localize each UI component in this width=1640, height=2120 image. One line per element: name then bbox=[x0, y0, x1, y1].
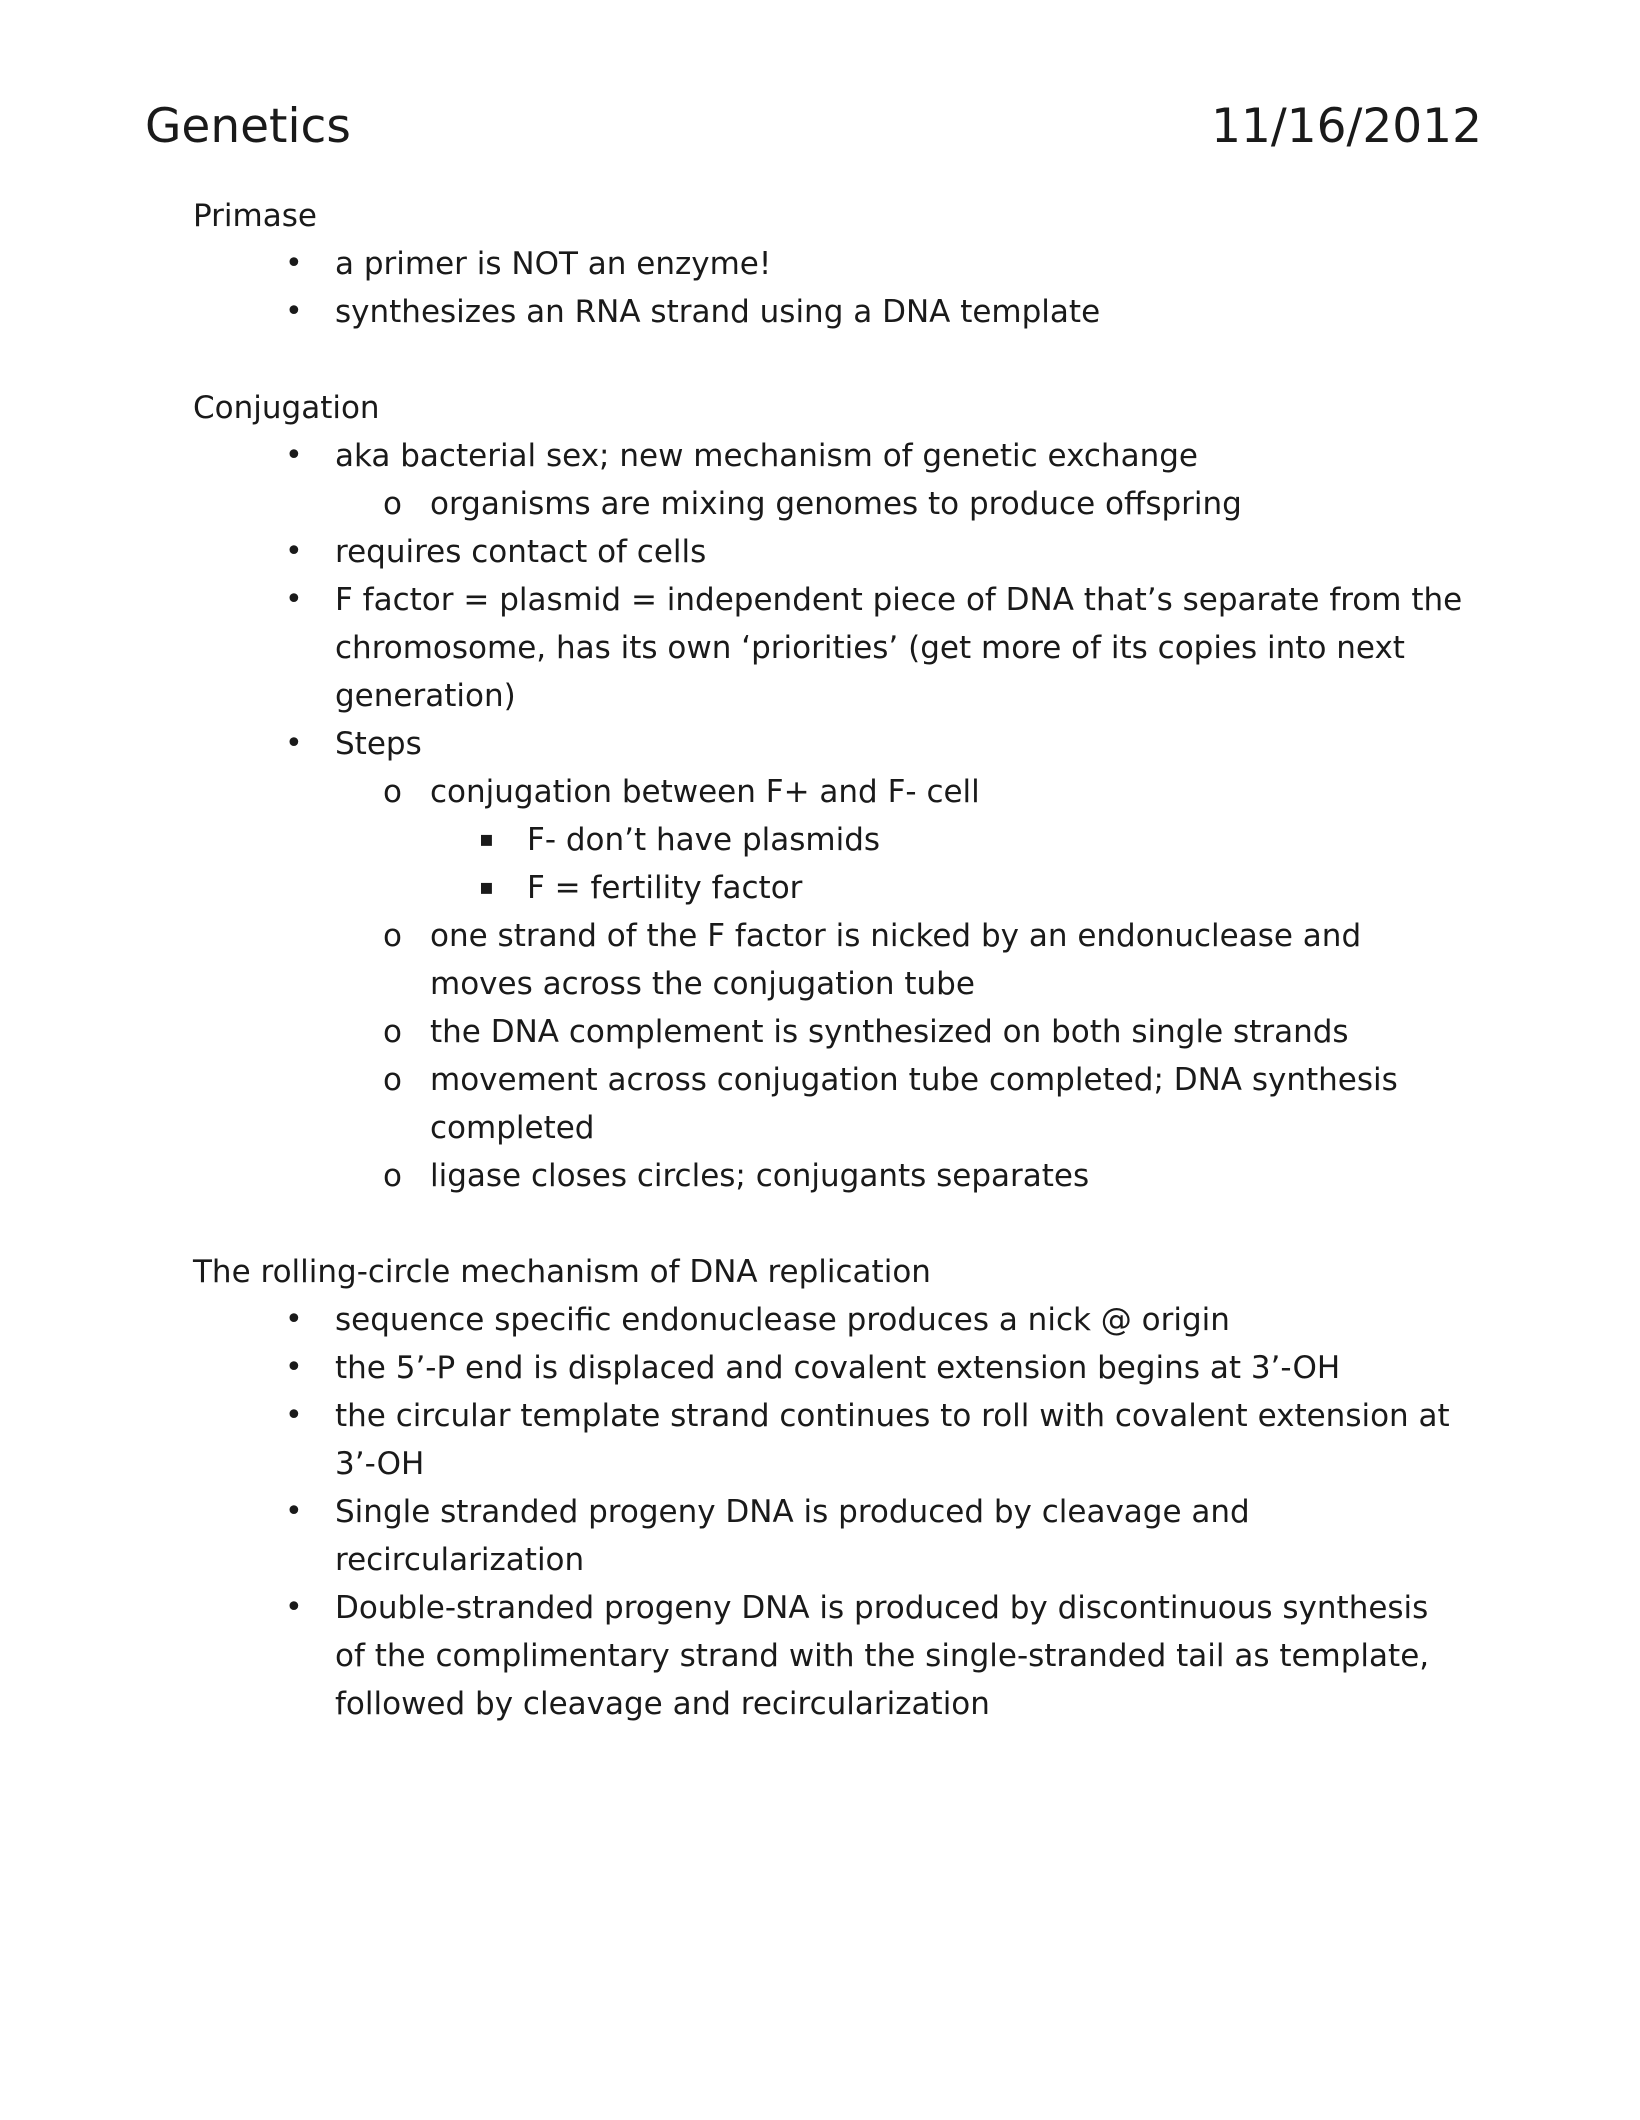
bullet-icon: • bbox=[285, 1398, 303, 1433]
bullet-icon: • bbox=[285, 246, 303, 281]
bullet-icon: • bbox=[285, 1494, 303, 1529]
bullet-icon: • bbox=[285, 294, 303, 329]
list-item bbox=[193, 480, 1493, 528]
list-item bbox=[193, 912, 1493, 1008]
document-header bbox=[145, 92, 1482, 162]
square-bullet-icon: ▪ bbox=[479, 827, 494, 852]
square-bullet-icon: ▪ bbox=[479, 875, 494, 900]
circle-bullet-icon: o bbox=[383, 1014, 402, 1050]
list-item bbox=[193, 1056, 1493, 1152]
list-item-text: sequence specific endonuclease produces a nick @ origin bbox=[335, 1302, 1230, 1338]
section-rolling-circle bbox=[193, 1248, 1493, 1728]
section-heading: Conjugation bbox=[193, 390, 380, 426]
list-item bbox=[193, 240, 1493, 288]
list-item-text: Steps bbox=[335, 726, 422, 762]
list-item bbox=[193, 288, 1493, 336]
document-date: 11/16/2012 bbox=[1211, 99, 1482, 154]
list-item bbox=[193, 1488, 1493, 1584]
list-item-text: aka bacterial sex; new mechanism of genetic exchange bbox=[335, 438, 1198, 474]
circle-bullet-icon: o bbox=[383, 1062, 402, 1098]
list-item bbox=[193, 432, 1493, 528]
list-item bbox=[193, 1584, 1493, 1728]
list-item bbox=[193, 1008, 1493, 1056]
list-item bbox=[193, 1152, 1493, 1200]
list-item bbox=[193, 816, 1493, 864]
list-item-text: Single stranded progeny DNA is produced by cleavage and recircularization bbox=[335, 1494, 1250, 1578]
list-item bbox=[193, 864, 1493, 912]
circle-bullet-icon: o bbox=[383, 1158, 402, 1194]
list-item-text: F- don’t have plasmids bbox=[527, 822, 881, 858]
list-item-text: movement across conjugation tube completed; DNA synthesis completed bbox=[430, 1062, 1398, 1146]
list-item bbox=[193, 1344, 1493, 1392]
list-item-text: the circular template strand continues to roll with covalent extension at 3’-OH bbox=[335, 1398, 1450, 1482]
bullet-icon: • bbox=[285, 438, 303, 473]
list-item-text: ligase closes circles; conjugants separates bbox=[430, 1158, 1090, 1194]
list-item bbox=[193, 576, 1493, 720]
bullet-icon: • bbox=[285, 1302, 303, 1337]
bullet-icon: • bbox=[285, 1350, 303, 1385]
list-item bbox=[193, 1392, 1493, 1488]
bullet-icon: • bbox=[285, 582, 303, 617]
bullet-icon: • bbox=[285, 534, 303, 569]
list-item-text: conjugation between F+ and F- cell bbox=[430, 774, 980, 810]
list-item bbox=[193, 720, 1493, 1200]
section-conjugation bbox=[193, 384, 1493, 1200]
circle-bullet-icon: o bbox=[383, 918, 402, 954]
list-item-text: F factor = plasmid = independent piece of DNA that’s separate from the chromosome, has its own ‘priorities’ (get more of its copies into next generation) bbox=[335, 582, 1463, 714]
section-primase bbox=[193, 192, 1493, 336]
list-item-text: the DNA complement is synthesized on both single strands bbox=[430, 1014, 1349, 1050]
bullet-icon: • bbox=[285, 1590, 303, 1625]
circle-bullet-icon: o bbox=[383, 774, 402, 810]
circle-bullet-icon: o bbox=[383, 486, 402, 522]
list-item-text: requires contact of cells bbox=[335, 534, 707, 570]
document-title: Genetics bbox=[145, 99, 351, 154]
section-heading: Primase bbox=[193, 198, 317, 234]
list-item-text: F = fertility factor bbox=[527, 870, 803, 906]
bullet-icon: • bbox=[285, 726, 303, 761]
list-item-text: a primer is NOT an enzyme! bbox=[335, 246, 772, 282]
list-item bbox=[193, 1296, 1493, 1344]
section-heading: The rolling-circle mechanism of DNA replication bbox=[193, 1254, 931, 1290]
list-item-text: the 5’-P end is displaced and covalent extension begins at 3’-OH bbox=[335, 1350, 1341, 1386]
notes-content bbox=[193, 192, 1493, 1728]
list-item-text: synthesizes an RNA strand using a DNA template bbox=[335, 294, 1101, 330]
list-item bbox=[193, 768, 1493, 912]
list-item-text: one strand of the F factor is nicked by an endonuclease and moves across the conjugation tube bbox=[430, 918, 1362, 1002]
list-item bbox=[193, 528, 1493, 576]
list-item-text: organisms are mixing genomes to produce offspring bbox=[430, 486, 1242, 522]
list-item-text: Double-stranded progeny DNA is produced by discontinuous synthesis of the complimentary strand with the single-stranded tail as template, followed by cleavage and recircularization bbox=[335, 1590, 1430, 1722]
